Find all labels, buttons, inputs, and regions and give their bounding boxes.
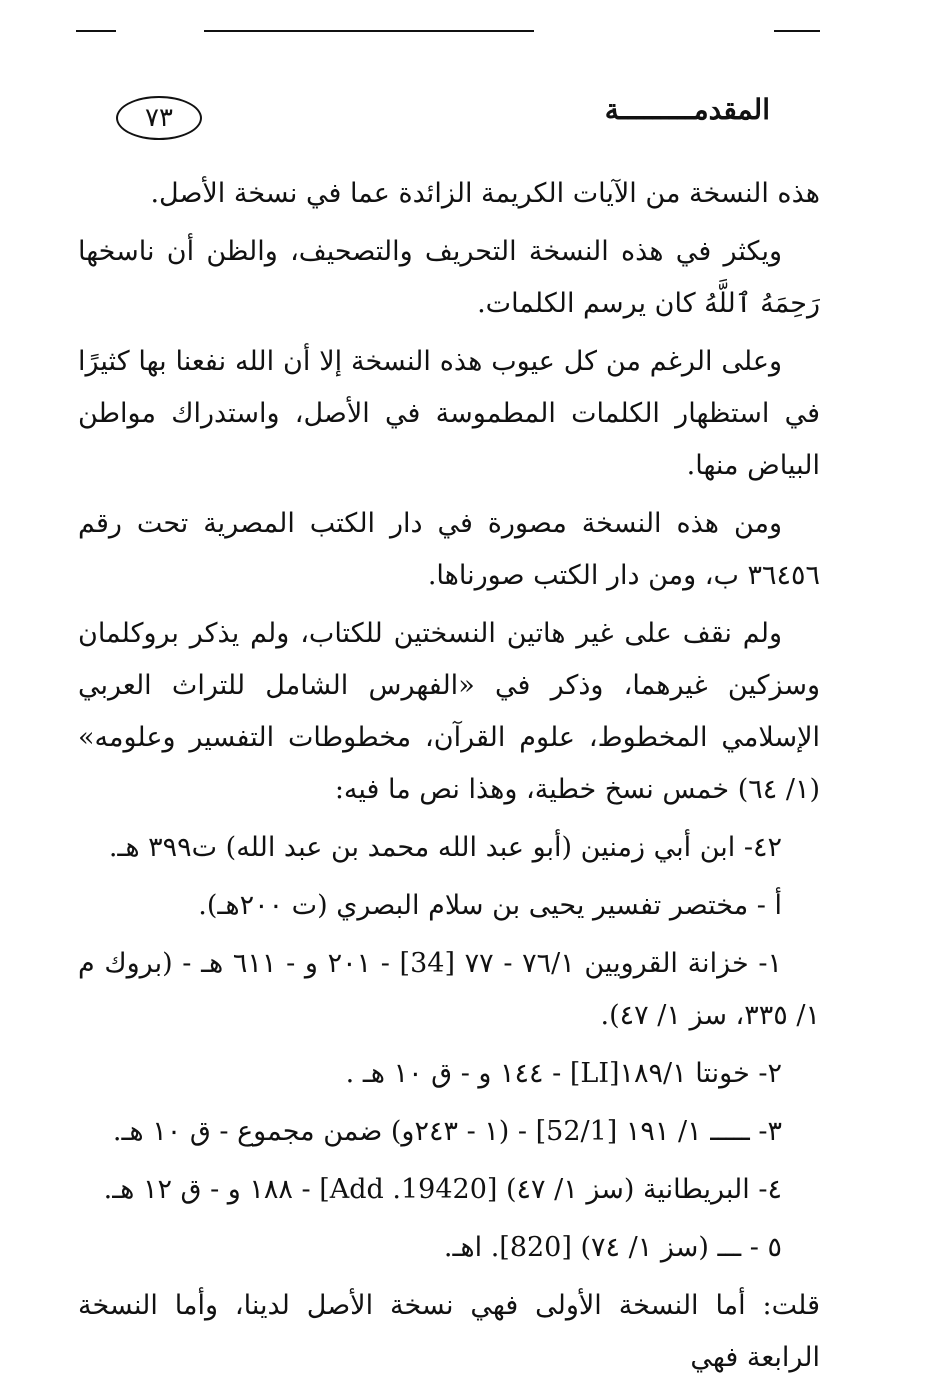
header-rule-left xyxy=(76,30,116,32)
list-item-entry-42: ٤٢- ابن أبي زمنين (أبو عبد الله محمد بن عبد الله) ت٣٩٩ هـ. xyxy=(108,832,782,863)
main-text xyxy=(78,168,820,1390)
paragraph: ومن هذه النسخة مصورة في دار الكتب المصرية تحت رقم ٣٦٤٥٦ ب، ومن دار الكتب صورناها. xyxy=(78,508,820,591)
paragraph: هذه النسخة من الآيات الكريمة الزائدة عما في نسخة الأصل. xyxy=(150,178,820,209)
list-item-5: ٥ - ـــ (سز ١/ ٧٤) [820]. اهـ. xyxy=(443,1232,782,1263)
list-item-2: ٢- خونتا ١٨٩/١[LI] - ١٤٤ و - ق ١٠ هـ . xyxy=(345,1058,782,1089)
page-number-text: ٧٣ xyxy=(145,103,173,133)
list-item-3: ٣- ـــــ ١/ ١٩١ [52/1] - (١ - ٢٤٣و) ضمن مجموع - ق ١٠ هـ. xyxy=(112,1116,782,1147)
header-rule-right xyxy=(774,30,820,32)
page-number xyxy=(116,96,202,140)
list-item-1: ١- خزانة القرويين ٧٦/١ - ٧٧ [34] - ٢٠١ و - ٦١١ هـ - (بروك م ١/ ٣٣٥، سز ١/ ٤٧). xyxy=(78,948,820,1031)
paragraph: ويكثر في هذه النسخة التحريف والتصحيف، والظن أن ناسخها رَحِمَهُ ٱللَّهُ كان يرسم الكلمات. xyxy=(78,236,820,319)
closing-paragraph: قلت: أما النسخة الأولى فهي نسخة الأصل لدينا، وأما النسخة الرابعة فهي xyxy=(78,1290,820,1373)
running-title: المقدمـــــــــة xyxy=(604,93,770,126)
paragraph: وعلى الرغم من كل عيوب هذه النسخة إلا أن الله نفعنا بها كثيرًا في استظهار الكلمات المطموسة في الأصل، واستدراك مواطن البياض منها. xyxy=(78,346,820,481)
header-rule-middle xyxy=(204,30,534,32)
paragraph: ولم نقف على غير هاتين النسختين للكتاب، ولم يذكر بروكلمان وسزكين غيرهما، وذكر في «الفهرس الشامل للتراث العربي الإسلامي المخطوط، علوم القرآن، مخطوطات التفسير وعلومه» (١/ ٦٤) خمس نسخ خطية، وهذا نص ما فيه: xyxy=(78,618,820,805)
list-item-title: أ - مختصر تفسير يحيى بن سلام البصري (ت ٢٠٠هـ). xyxy=(198,890,782,921)
list-item-4: ٤- البريطانية (سز ١/ ٤٧) [Add .19420] - ١٨٨ و - ق ١٢ هـ. xyxy=(103,1174,782,1205)
